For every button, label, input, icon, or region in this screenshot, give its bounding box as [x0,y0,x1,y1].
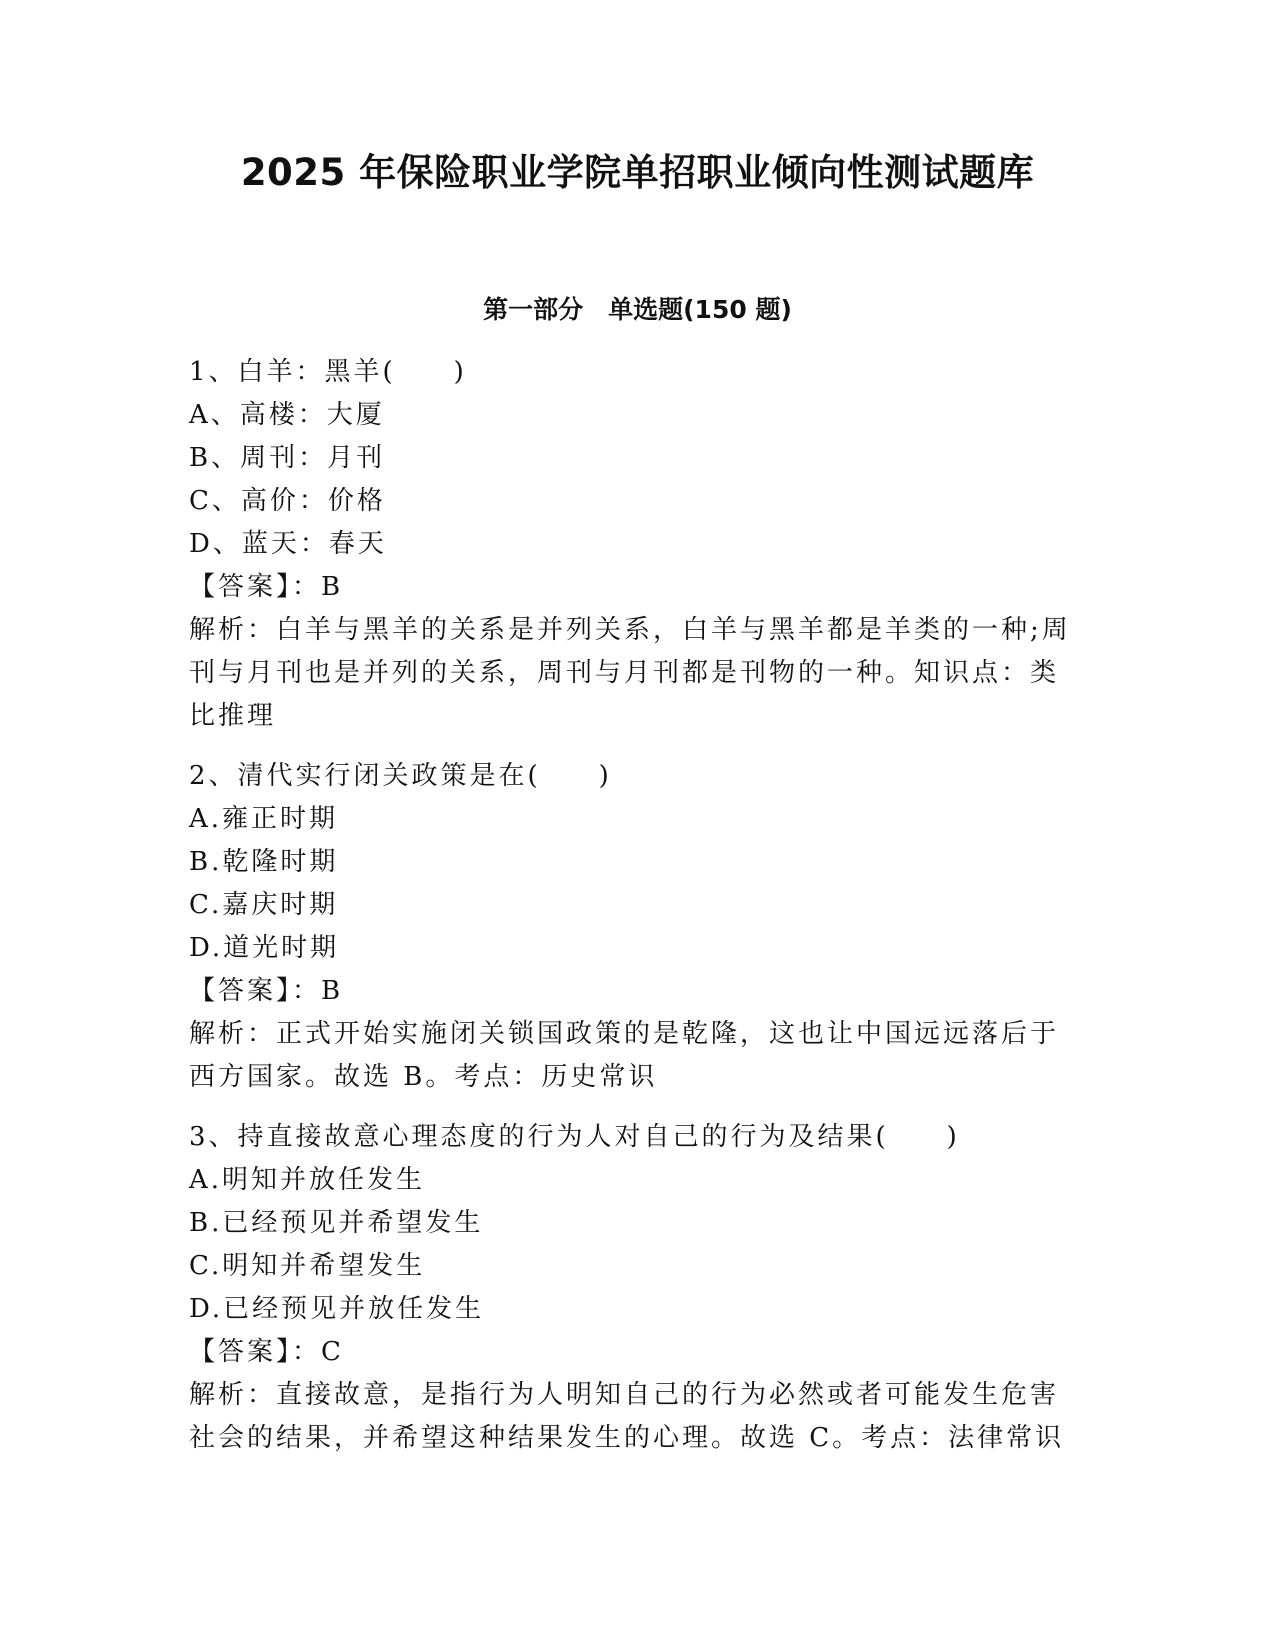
question-2 [189,755,1089,1099]
answer: 【答案】：B [189,976,344,1006]
section-title: 第一部分 单选题(150 题) [483,295,792,324]
analysis-line: 比推理 [189,701,277,731]
question-stem: 2、清代实行闭关政策是在( ) [189,761,612,791]
question-stem: 1、白羊：黑羊( ) [189,357,467,387]
analysis-line: 社会的结果，并希望这种结果发生的心理。故选 C。考点：法律常识 [189,1423,1065,1453]
option-a: A.明知并放任发生 [189,1165,426,1195]
analysis-line: 解析：白羊与黑羊的关系是并列关系，白羊与黑羊都是羊类的一种;周 [189,615,1071,645]
question-3 [189,1116,1089,1460]
analysis-line: 解析：直接故意，是指行为人明知自己的行为必然或者可能发生危害 [189,1380,1060,1410]
option-b: B.已经预见并希望发生 [189,1208,484,1238]
option-b: B、周刊：月刊 [189,443,386,473]
question-1 [189,351,1089,738]
document-title: 2025 年保险职业学院单招职业倾向性测试题库 [240,151,1035,194]
analysis [189,609,1089,738]
answer: 【答案】：B [189,572,344,602]
question-list [189,351,1089,1477]
analysis-line: 解析：正式开始实施闭关锁国政策的是乾隆，这也让中国远远落后于 [189,1019,1060,1049]
option-d: D.已经预见并放任发生 [189,1294,485,1324]
option-d: D.道光时期 [189,933,340,963]
option-a: A.雍正时期 [189,804,339,834]
analysis-line: 刊与月刊也是并列的关系，周刊与月刊都是刊物的一种。知识点：类 [189,658,1060,688]
option-c: C.明知并希望发生 [189,1251,426,1281]
answer: 【答案】：C [189,1337,344,1367]
option-b: B.乾隆时期 [189,847,339,877]
option-d: D、蓝天：春天 [189,529,387,559]
analysis [189,1374,1089,1460]
option-c: C.嘉庆时期 [189,890,339,920]
analysis [189,1013,1089,1099]
option-c: C、高价：价格 [189,486,386,516]
question-stem: 3、持直接故意心理态度的行为人对自己的行为及结果( ) [189,1122,960,1152]
analysis-line: 西方国家。故选 B。考点：历史常识 [189,1062,658,1092]
option-a: A、高楼：大厦 [189,400,385,430]
